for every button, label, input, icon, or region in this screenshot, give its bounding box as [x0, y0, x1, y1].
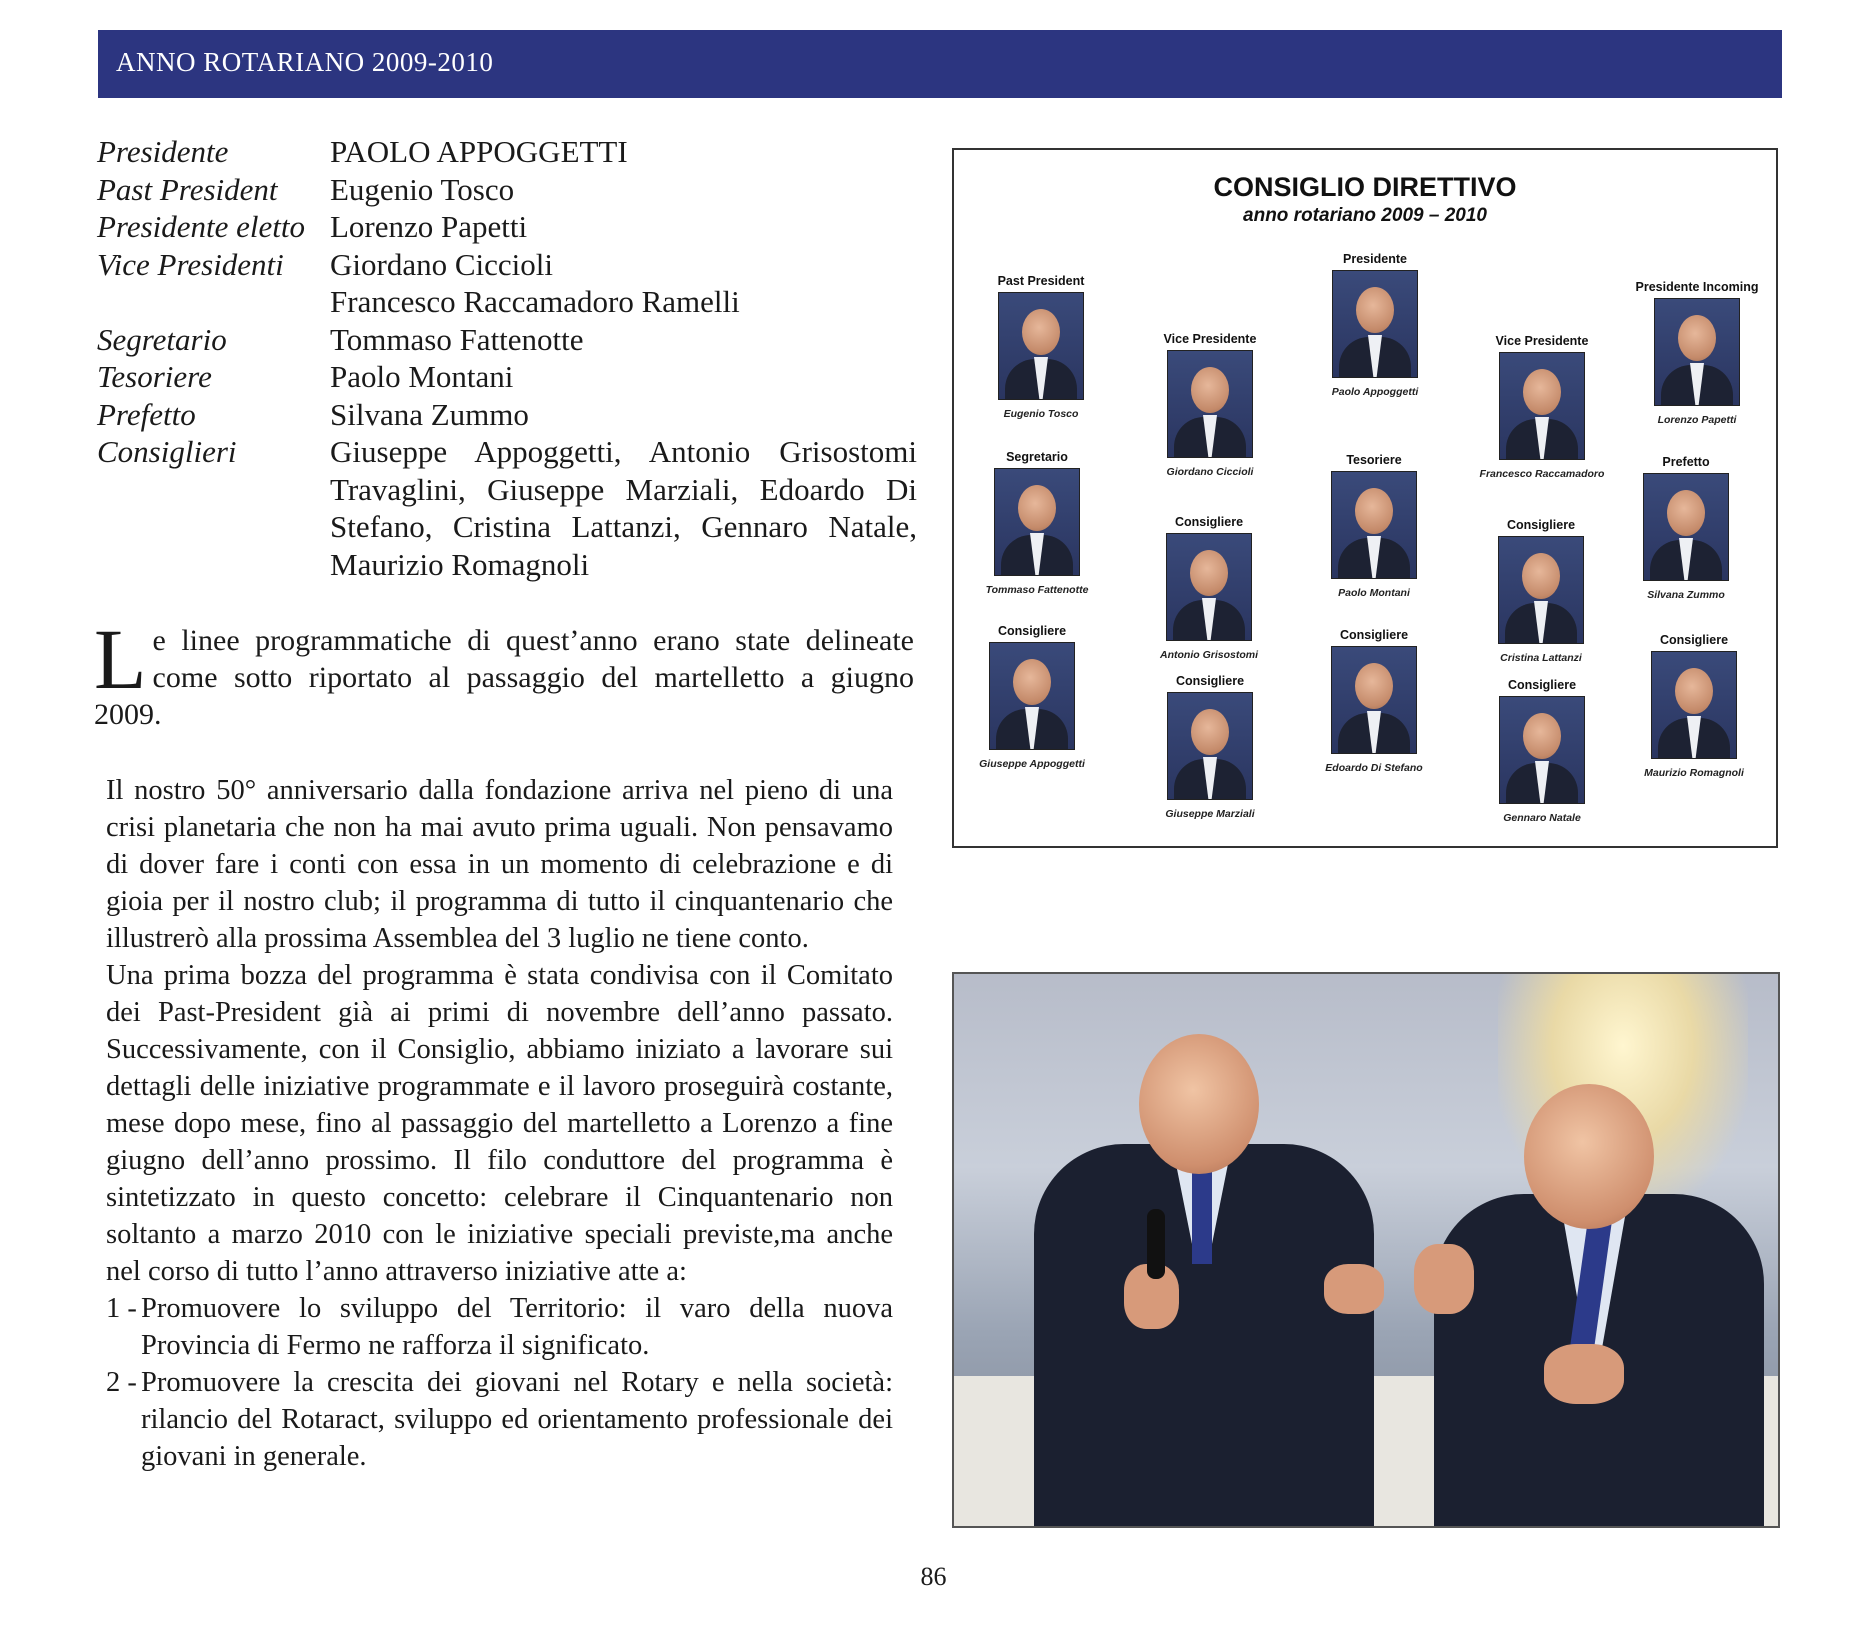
- list-number: 1 -: [106, 1293, 137, 1324]
- officer-role: Presidente: [97, 134, 229, 169]
- header-bar: [98, 30, 1782, 98]
- member-photo: [1651, 651, 1737, 759]
- member-role: Past President: [997, 274, 1085, 288]
- member-card: [1134, 515, 1284, 661]
- member-name: Gennaro Natale: [1503, 812, 1581, 824]
- member-role: Consigliere: [1339, 628, 1409, 642]
- member-card: [957, 624, 1107, 770]
- member-role: Consigliere: [1506, 518, 1576, 532]
- member-card: [1619, 633, 1769, 779]
- member-card: [1300, 252, 1450, 398]
- member-role: Tesoriere: [1346, 453, 1402, 467]
- member-photo: [1643, 473, 1729, 581]
- member-name: Giuseppe Marziali: [1165, 808, 1255, 820]
- officer-role: Tesoriere: [97, 359, 212, 394]
- intro-text: e linee programmatiche di quest’anno erano state delineate come sotto riportato al passaggio del martelletto a giugno 2009.: [94, 624, 914, 731]
- officer-name: Tommaso Fattenotte: [330, 321, 584, 357]
- member-photo: [989, 642, 1075, 750]
- officer-role: Past President: [97, 171, 278, 207]
- member-role: Consigliere: [1507, 678, 1577, 692]
- org-chart-title: CONSIGLIO DIRETTIVO: [1213, 172, 1517, 202]
- list-number: 2 -: [106, 1367, 137, 1398]
- event-photo: [952, 972, 1780, 1528]
- drop-cap: L: [94, 611, 147, 707]
- member-photo: [1499, 352, 1585, 460]
- officer-role: Consiglieri: [97, 434, 237, 469]
- member-photo: [1167, 692, 1253, 800]
- member-role: Prefetto: [1662, 455, 1710, 469]
- list-item: [106, 1364, 893, 1475]
- body-paragraph: Una prima bozza del programma è stata condivisa con il Comitato dei Past-President già ai primi di novembre dell’anno passato. Successivamente, con il Consiglio, abbiamo iniziato a lavorare sui dettagli delle iniziative programmate e il lavoro proseguirà costante, mese dopo mese, fino al passaggio del martelletto a Lorenzo a fine giugno dell’anno prossimo. Il filo conduttore del programma è sintetizzato in questo concetto: celebrare il Cinquantenario non soltanto a marzo 2010 con le iniziative speciali previste,ma anche nel corso di tutto l’anno attraverso iniziative atte a:: [106, 960, 893, 1287]
- officer-name: Silvana Zummo: [330, 396, 529, 432]
- member-role: Presidente Incoming: [1635, 280, 1759, 294]
- member-name: Giuseppe Appoggetti: [979, 758, 1085, 770]
- officer-role: Segretario: [97, 321, 227, 357]
- member-role: Consigliere: [1175, 674, 1245, 688]
- member-name: Eugenio Tosco: [1003, 408, 1079, 420]
- member-card: [1467, 334, 1617, 480]
- member-card: [1622, 280, 1772, 426]
- member-photo: [1499, 696, 1585, 804]
- list-text: Promuovere lo sviluppo del Territorio: il varo della nuova Provincia di Fermo ne rafforza il significato.: [141, 1293, 893, 1361]
- officer-name: Giordano Ciccioli: [330, 246, 553, 282]
- officer-row: [97, 171, 917, 209]
- member-photo: [1331, 646, 1417, 754]
- member-photo: [1166, 533, 1252, 641]
- body-text: [106, 772, 893, 1475]
- member-role: Vice Presidente: [1495, 334, 1589, 348]
- member-name: Maurizio Romagnoli: [1644, 767, 1744, 779]
- member-role: Vice Presidente: [1163, 332, 1257, 346]
- officer-row: [97, 133, 917, 171]
- member-name: Edoardo Di Stefano: [1325, 762, 1423, 774]
- list-text: Promuovere la crescita dei giovani nel Rotary e nella società: rilancio del Rotaract, sviluppo ed orientamento professionale dei giovani in generale.: [141, 1367, 893, 1472]
- list-item: [106, 1290, 893, 1364]
- member-role: Consigliere: [1659, 633, 1729, 647]
- member-name: Paolo Montani: [1338, 587, 1410, 599]
- officer-role: Prefetto: [97, 396, 196, 432]
- officer-role: Presidente eletto: [97, 209, 306, 244]
- member-photo: [998, 292, 1084, 400]
- member-photo: [1167, 350, 1253, 458]
- member-name: Antonio Grisostomi: [1160, 649, 1258, 661]
- officer-name: Eugenio Tosco: [330, 171, 515, 207]
- member-card: [1467, 678, 1617, 824]
- officer-row: [97, 208, 917, 246]
- member-card: [1466, 518, 1616, 664]
- officer-row: [97, 321, 917, 359]
- page-number: 86: [920, 1562, 947, 1591]
- officer-name: Paolo Montani: [330, 359, 514, 394]
- officer-name: Francesco Raccamadoro Ramelli: [330, 284, 740, 319]
- officer-role: Vice Presidenti: [97, 246, 284, 282]
- member-photo: [994, 468, 1080, 576]
- member-role: Presidente: [1343, 252, 1407, 266]
- officer-row: [97, 283, 917, 321]
- member-card: [1299, 453, 1449, 599]
- officer-row: [97, 246, 917, 284]
- member-name: Lorenzo Papetti: [1657, 414, 1737, 426]
- member-card: [962, 450, 1112, 596]
- officer-role: [97, 283, 330, 321]
- member-name: Giordano Ciccioli: [1166, 466, 1254, 478]
- page-header-title: ANNO ROTARIANO 2009-2010: [116, 47, 494, 77]
- member-card: [1611, 455, 1761, 601]
- speaker-figure: [1034, 1034, 1374, 1528]
- officer-name: Giuseppe Appoggetti, Antonio Grisostomi Travaglini, Giuseppe Marziali, Edoardo Di Stefano, Cristina Lattanzi, Gennaro Natale, Maurizio Romagnoli: [330, 434, 917, 582]
- officer-row: [97, 433, 917, 583]
- member-card: [1135, 674, 1285, 820]
- guest-figure: [1434, 1084, 1764, 1528]
- officers-list: [97, 133, 917, 583]
- member-name: Paolo Appoggetti: [1331, 386, 1419, 398]
- member-role: Consigliere: [1174, 515, 1244, 529]
- member-card: [966, 274, 1116, 420]
- officer-name: Lorenzo Papetti: [330, 209, 528, 244]
- member-photo: [1331, 471, 1417, 579]
- member-photo: [1654, 298, 1740, 406]
- officer-row: [97, 396, 917, 434]
- officer-name: PAOLO APPOGGETTI: [330, 134, 628, 169]
- member-name: Tommaso Fattenotte: [985, 584, 1089, 596]
- member-card: [1299, 628, 1449, 774]
- member-name: Silvana Zummo: [1647, 589, 1725, 601]
- member-name: Cristina Lattanzi: [1500, 652, 1582, 664]
- intro-paragraph: [94, 611, 914, 733]
- officer-row: [97, 358, 917, 396]
- org-chart: [952, 148, 1778, 848]
- org-chart-subtitle: anno rotariano 2009 – 2010: [1243, 205, 1487, 226]
- body-paragraph: Il nostro 50° anniversario dalla fondazione arriva nel pieno di una crisi planetaria che non ha mai avuto prima uguali. Non pensavamo di dover fare i conti con essa in un momento di celebrazione e di gioia per il nostro club; il programma di tutto il cinquantenario che illustrerò alla prossima Assemblea del 3 luglio ne tiene conto.: [106, 775, 893, 954]
- member-photo: [1498, 536, 1584, 644]
- member-card: [1135, 332, 1285, 478]
- member-photo: [1332, 270, 1418, 378]
- member-role: Segretario: [1006, 450, 1068, 464]
- member-name: Francesco Raccamadoro: [1479, 468, 1605, 480]
- member-role: Consigliere: [997, 624, 1067, 638]
